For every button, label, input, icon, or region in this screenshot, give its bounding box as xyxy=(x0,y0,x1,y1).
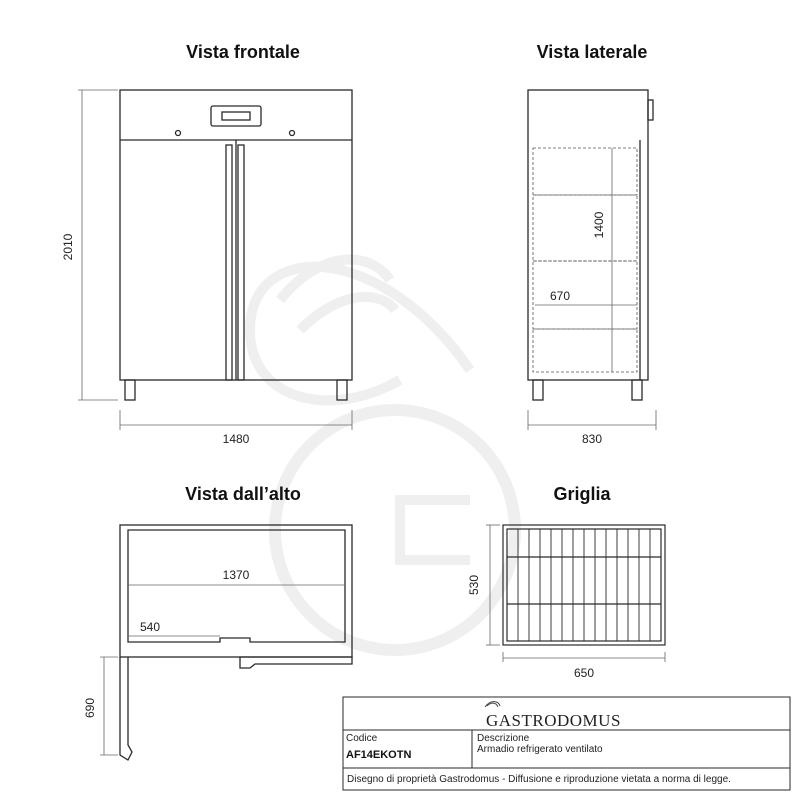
top-view-title: Vista dall’alto xyxy=(185,484,301,504)
description-label: Descrizione xyxy=(477,733,530,744)
side-depth-label: 830 xyxy=(581,432,603,446)
side-shelves xyxy=(533,148,637,372)
gastrodomus-logo-icon xyxy=(485,702,500,707)
front-width-label: 1480 xyxy=(222,432,250,446)
description-value: Armadio refrigerato ventilato xyxy=(477,744,603,755)
grid-title: Griglia xyxy=(553,484,611,504)
footer-notice: Disegno di proprietà Gastrodomus - Diffusione e riproduzione vietata a norma di legge. xyxy=(347,774,731,785)
side-inner-height-label: 1400 xyxy=(592,211,606,239)
code-value: AF14EKOTN xyxy=(346,749,412,761)
foot-left xyxy=(125,380,135,400)
brand-name: GASTRODOMUS xyxy=(486,711,621,730)
lock-left xyxy=(176,131,181,136)
handle-right xyxy=(238,145,244,380)
front-height-label: 2010 xyxy=(61,233,75,261)
grid-view xyxy=(503,525,665,645)
grid-depth-label: 530 xyxy=(467,574,481,596)
top-outline xyxy=(120,525,352,657)
side-view-title: Vista laterale xyxy=(536,42,648,62)
top-inner xyxy=(128,530,345,642)
control-panel xyxy=(211,106,261,126)
side-cabinet-outline xyxy=(528,90,648,380)
lock-right xyxy=(290,131,295,136)
side-shelf-depth-label: 670 xyxy=(549,289,571,303)
top-door-offset-label: 540 xyxy=(139,620,161,634)
side-foot-right xyxy=(632,380,642,400)
code-label: Codice xyxy=(346,733,378,744)
grid-width-label: 650 xyxy=(573,666,595,680)
front-view-title: Vista frontale xyxy=(186,42,300,62)
grid-wires xyxy=(518,529,650,641)
top-door-right xyxy=(240,657,352,668)
top-inner-width-label: 1370 xyxy=(222,568,250,582)
top-view xyxy=(120,525,352,760)
front-view xyxy=(120,90,352,400)
side-foot-left xyxy=(533,380,543,400)
handle-left xyxy=(226,145,232,380)
side-hinge-top xyxy=(648,100,653,120)
side-view xyxy=(528,90,653,400)
top-door-swing-label: 690 xyxy=(83,697,97,719)
display-screen xyxy=(222,112,250,120)
front-dimensions xyxy=(78,90,352,430)
top-door-left xyxy=(120,657,132,760)
